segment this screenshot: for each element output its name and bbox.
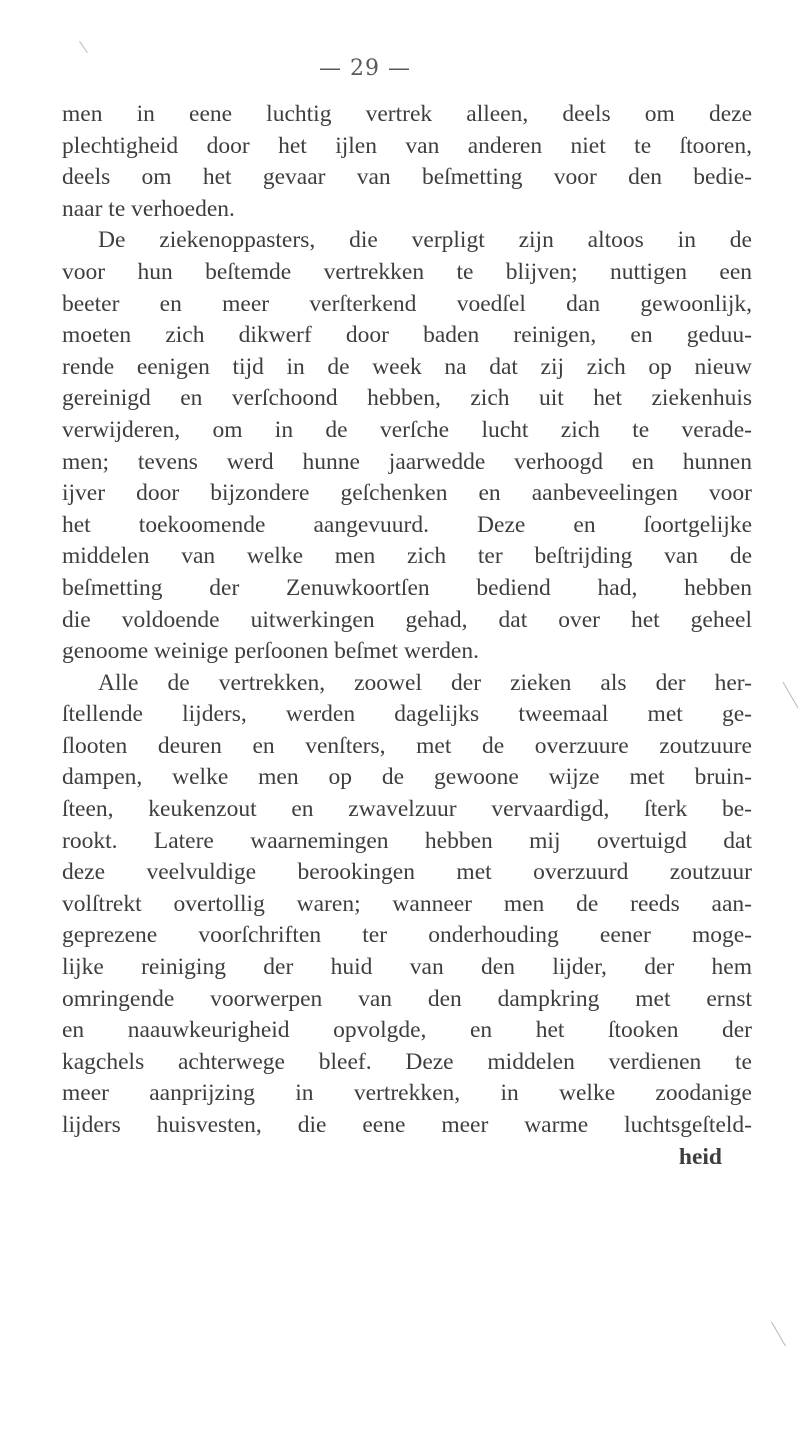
text-line: moeten zich dikwerf door baden reinigen, en geduu- xyxy=(62,322,752,349)
text-line: ſteen, keukenzout en zwavelzuur vervaardigd, ſterk be- xyxy=(62,796,752,823)
text-line: deze veelvuldige berookingen met overzuurd zoutzuur xyxy=(62,859,752,886)
text-line: rookt. Latere waarnemingen hebben mij overtuigd dat xyxy=(62,827,752,854)
text-line: Alle de vertrekken, zoowel der zieken als der her- xyxy=(98,669,752,696)
text-line: dampen, welke men op de gewoone wijze met bruin- xyxy=(62,764,752,791)
text-line: voor hun beſtemde vertrekken te blijven; nuttigen een xyxy=(62,258,752,285)
text-line: en naauwkeurigheid opvolgde, en het ſtooken der xyxy=(62,1017,752,1044)
text-line: gereinigd en verſchoond hebben, zich uit het ziekenhuis xyxy=(62,385,752,412)
text-line: deels om het gevaar van beſmetting voor den bedie- xyxy=(62,164,752,191)
text-line: kagchels achterwege bleef. Deze middelen verdienen te xyxy=(62,1048,752,1075)
text-line: ſtellende lijders, werden dagelijks tweemaal met ge- xyxy=(62,701,752,728)
text-line: rende eenigen tijd in de week na dat zij zich op nieuw xyxy=(62,353,752,380)
text-line: naar te verhoeden. xyxy=(62,195,235,222)
text-line: die voldoende uitwerkingen gehad, dat over het geheel xyxy=(62,606,752,633)
text-line: genoome weinige perſoonen beſmet werden. xyxy=(62,638,479,665)
text-line: lijke reiniging der huid van den lijder, der hem xyxy=(62,954,752,981)
text-line: geprezene voorſchriften ter onderhouding eener moge- xyxy=(62,922,752,949)
paper-mark xyxy=(771,1322,786,1347)
text-line: omringende voorwerpen van den dampkring met ernst xyxy=(62,985,752,1012)
text-line: lijders huisvesten, die eene meer warme luchtsgeſteld- xyxy=(62,1112,752,1138)
text-line: men; tevens werd hunne jaarwedde verhoogd en hunnen xyxy=(62,448,752,475)
text-line: beſmetting der Zenuwkoortſen bediend had, hebben xyxy=(62,574,752,601)
paper-mark xyxy=(79,41,88,53)
text-line: verwijderen, om in de verſche lucht zich te verade- xyxy=(62,416,752,443)
text-line: plechtigheid door het ijlen van anderen niet te ſtooren, xyxy=(62,132,752,159)
page-number: — 29 — xyxy=(319,56,411,81)
paper-mark xyxy=(783,682,799,708)
text-line: beeter en meer verſterkend voedſel dan gewoonlijk, xyxy=(62,290,752,317)
text-line: ijver door bijzondere geſchenken en aanbeveelingen voor xyxy=(62,480,752,507)
body-text xyxy=(62,99,752,1173)
text-line: middelen van welke men zich ter beſtrijding van de xyxy=(62,543,752,570)
text-line: het toekoomende aangevuurd. Deze en ſoortgelijke xyxy=(62,511,752,538)
text-line: volſtrekt overtollig waren; wanneer men de reeds aan- xyxy=(62,890,752,917)
text-line: men in eene luchtig vertrek alleen, deels om deze xyxy=(62,101,752,127)
text-line: ſlooten deuren en venſters, met de overzuure zoutzuure xyxy=(62,732,752,759)
catchword: heid xyxy=(678,1143,722,1170)
text-line: meer aanprijzing in vertrekken, in welke zoodanige xyxy=(62,1080,752,1107)
text-line: De ziekenoppasters, die verpligt zijn altoos in de xyxy=(98,227,752,254)
